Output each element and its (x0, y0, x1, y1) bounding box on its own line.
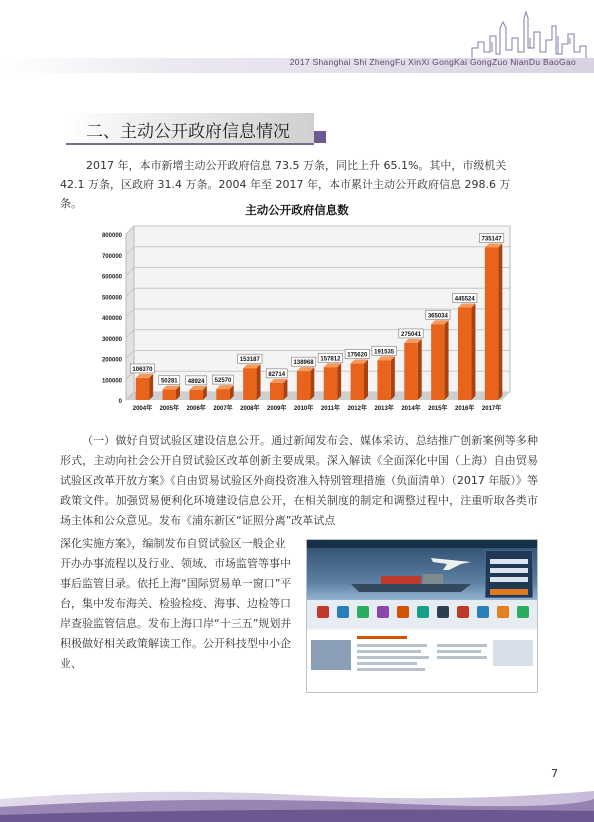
data-label: 48924 (187, 378, 205, 385)
bar-side (310, 367, 314, 400)
screenshot-icon (317, 606, 329, 618)
bar-side (257, 364, 261, 400)
intro-line-2: 42.1 万条，区政府 31.4 万条。2004 年至 2017 年，本市累计主动公开政府信息 298.6 万条。 (60, 178, 511, 210)
x-tick-label: 2008年 (240, 406, 260, 412)
x-tick-label: 2014年 (401, 406, 421, 412)
screenshot-icon (417, 606, 429, 618)
bar (216, 389, 229, 400)
x-tick-label: 2007年 (213, 406, 233, 412)
bar-side (418, 339, 422, 400)
x-tick-label: 2006年 (186, 406, 206, 412)
data-label: 175620 (347, 352, 368, 359)
x-tick-label: 2011年 (320, 406, 340, 412)
bar (136, 378, 149, 400)
data-label: 106370 (132, 366, 153, 373)
body-paragraph (60, 431, 538, 531)
screenshot-icon (357, 606, 369, 618)
bar (377, 360, 390, 400)
data-label: 50281 (160, 378, 178, 385)
intro-line-1: 2017 年，本市新增主动公开政府信息 73.5 万条，同比上升 65.1%。其中，市级机关 (86, 159, 507, 172)
x-tick-label: 2010年 (293, 406, 314, 412)
bar-side (149, 374, 153, 400)
bar (297, 371, 310, 400)
data-label: 445524 (454, 296, 475, 303)
airplane-ship-illustration (311, 548, 481, 600)
chart-title: 主动公开政府信息数 (245, 203, 349, 217)
section-heading-marker (314, 131, 326, 143)
data-label: 153187 (239, 357, 260, 364)
data-label: 735147 (481, 236, 502, 243)
bar (485, 247, 498, 400)
y-tick-label: 700000 (101, 253, 122, 260)
bar-side (471, 304, 475, 400)
bar (270, 383, 283, 400)
screenshot-news-area (307, 630, 537, 692)
data-label: 82714 (268, 371, 286, 378)
data-label: 275041 (400, 331, 422, 338)
bar-chart (84, 222, 514, 422)
screenshot-icon (477, 606, 489, 618)
y-tick-label: 300000 (101, 336, 122, 343)
data-label: 191535 (374, 349, 395, 356)
bar (243, 368, 256, 400)
bar (189, 390, 202, 400)
bar-side (364, 360, 368, 400)
y-tick-label: 400000 (101, 316, 122, 322)
screenshot-news-photo (311, 640, 351, 670)
bar (351, 364, 364, 400)
screenshot-icon (397, 606, 409, 618)
y-tick-label: 200000 (101, 357, 122, 364)
x-tick-label: 2012年 (347, 406, 367, 412)
screenshot-banner (307, 540, 537, 600)
section-title: 二、主动公开政府信息情况 (86, 122, 290, 142)
bar (431, 324, 444, 400)
x-tick-label: 2013年 (374, 406, 394, 412)
bar (404, 343, 417, 400)
x-tick-label: 2004年 (132, 406, 153, 412)
bar-side (337, 363, 341, 400)
running-header: 2017 Shanghai Shi ZhengFu XinXi GongKai GongZuo NianDu BaoGao (289, 57, 576, 67)
x-tick-label: 2017年 (481, 406, 502, 412)
y-tick-label: 800000 (101, 233, 122, 239)
data-label: 157812 (320, 356, 341, 363)
data-label: 52570 (214, 378, 232, 385)
section-heading (66, 113, 326, 143)
body-paragraph-continued: 深化实施方案》，编制发布自贸试验区一般企业开办办事流程以及行业、领域、市场监管等事中事后监管目录。依托上海“国际贸易单一窗口”平台，集中发布海关、检验检疫、海事、边检等口岸查验监管信息。发布上海口岸“十三五”规划并积极做好相关政策解读工作。公开科技型中小企业、 (60, 537, 292, 670)
x-tick-label: 2015年 (428, 406, 448, 412)
screenshot-icon (457, 606, 469, 618)
city-skyline-graphic (470, 8, 594, 64)
screenshot-icon (497, 606, 509, 618)
y-tick-label: 500000 (101, 295, 122, 302)
bar (163, 390, 176, 400)
screenshot-icon (437, 606, 449, 618)
bar (458, 308, 471, 400)
single-window-website-screenshot (306, 539, 538, 693)
y-tick-label: 600000 (101, 274, 122, 281)
body-paragraph-text: （一）做好自贸试验区建设信息公开。通过新闻发布会、媒体采访、总结推广创新案例等多种形式，主动向社会公开自贸试验区改革创新主要成果。深入解读《全面深化中国（上海）自由贸易试验区改革开放方案》《自由贸易试验区外商投资准入特别管理措施（负面清单）（2017 年版）》等政策文件。加强贸易便利化环境建设信息公开，在相关制度的制定和调整过程中，注重听取各类市场主体和公众意见。发布《浦东新区“证照分离”改革试点 (60, 434, 538, 527)
chart-floor (126, 392, 510, 400)
bar-side (391, 356, 395, 400)
data-label: 365034 (427, 313, 448, 320)
y-tick-label: 100000 (101, 378, 122, 385)
bar (324, 367, 337, 400)
x-tick-label: 2009年 (267, 406, 287, 412)
bar-side (445, 320, 449, 400)
bar-side (498, 243, 502, 400)
x-tick-label: 2016年 (455, 406, 475, 412)
screenshot-side-banner (493, 640, 533, 666)
screenshot-icon (337, 606, 349, 618)
page-number: 7 (551, 767, 558, 780)
data-label: 138968 (293, 360, 314, 367)
x-tick-label: 2005年 (159, 406, 179, 412)
screenshot-icon (377, 606, 389, 618)
footer-wave-decoration (0, 785, 594, 822)
y-tick-label: 0 (118, 399, 122, 405)
screenshot-icon (517, 606, 529, 618)
screenshot-login-panel (485, 550, 533, 598)
